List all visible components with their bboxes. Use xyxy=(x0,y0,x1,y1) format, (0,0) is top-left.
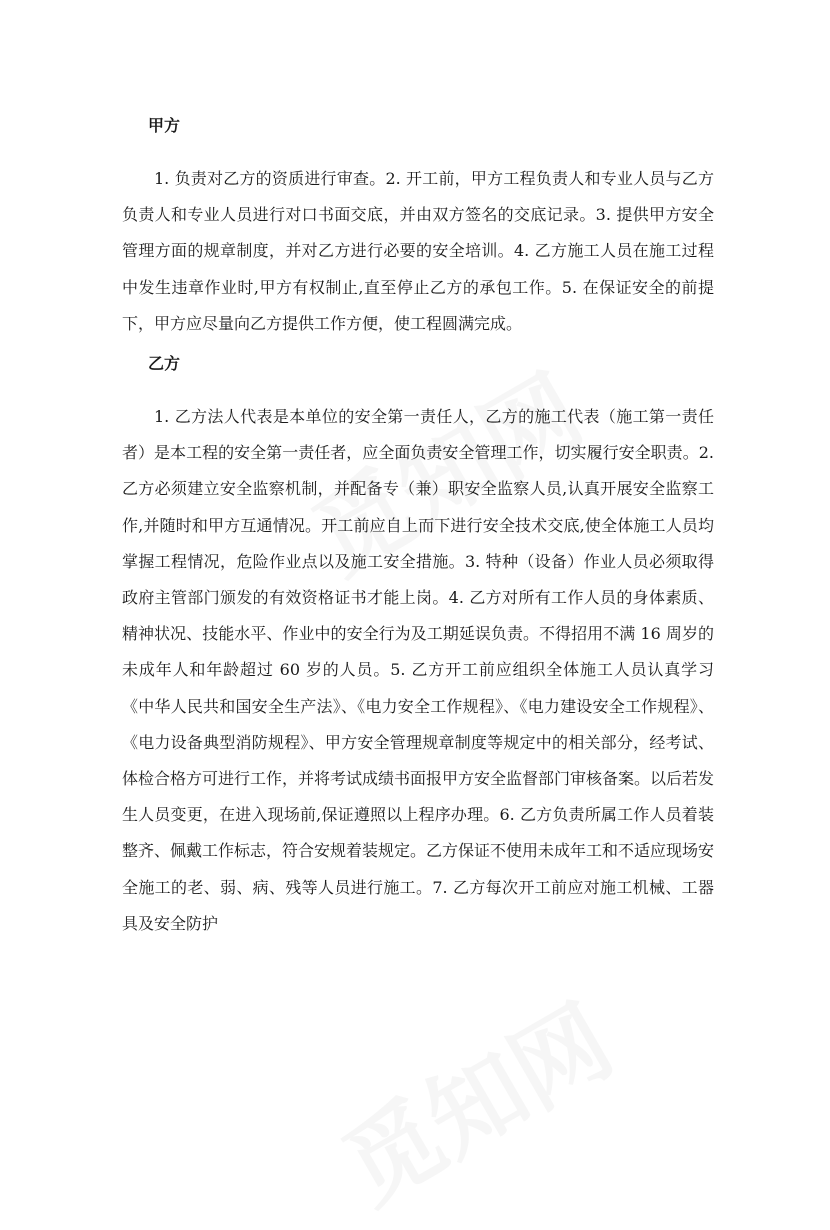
section-heading-party-b: 乙方 xyxy=(148,354,181,374)
document-page xyxy=(122,108,714,942)
section-paragraph-party-b: 1. 乙方法人代表是本单位的安全第一责任人，乙方的施工代表（施工第一责任者）是本工程的安全第一责任者，应全面负责安全管理工作，切实履行安全职责。2. 乙方必须建立安全监察机制，并配备专（兼）职安全监察人员,认真开展安全监察工作,并随时和甲方互通情况。开工前应自上而下进行安全技术交底,使全体施工人员均掌握工程情况，危险作业点以及施工安全措施。3. 特种（设备）作业人员必须取得政府主管部门颁发的有效资格证书才能上岗。4. 乙方对所有工作人员的身体素质、精神状况、技能水平、作业中的安全行为及工期延误负责。不得招用不满 16 周岁的未成年人和年龄超过 60 岁的人员。5. 乙方开工前应组织全体施工人员认真学习《中华人民共和国安全生产法》、《电力安全工作规程》、《电力建设安全工作规程》、《电力设备典型消防规程》、甲方安全管理规章制度等规定中的相关部分，经考试、体检合格方可进行工作，并将考试成绩书面报甲方安全监督部门审核备案。以后若发生人员变更，在进入现场前,保证遵照以上程序办理。6. 乙方负责所属工作人员着装整齐、佩戴工作标志，符合安规着装规定。乙方保证不使用未成年工和不适应现场安全施工的老、弱、病、残等人员进行施工。7. 乙方每次开工前应对施工机械、工器具及安全防护 xyxy=(122,407,715,933)
section-heading-party-a: 甲方 xyxy=(148,116,181,135)
section-paragraph-party-a: 1. 负责对乙方的资质进行审查。2. 开工前，甲方工程负责人和专业人员与乙方负责人和专业人员进行对口书面交底，并由双方签名的交底记录。3. 提供甲方安全管理方面的规章制度，并对乙方进行必要的安全培训。4. 乙方施工人员在施工过程中发生违章作业时,甲方有权制止,直至停止乙方的承包工作。5. 在保证安全的前提下，甲方应尽量向乙方提供工作方便，使工程圆满完成。 xyxy=(122,169,714,333)
watermark xyxy=(315,967,633,1230)
